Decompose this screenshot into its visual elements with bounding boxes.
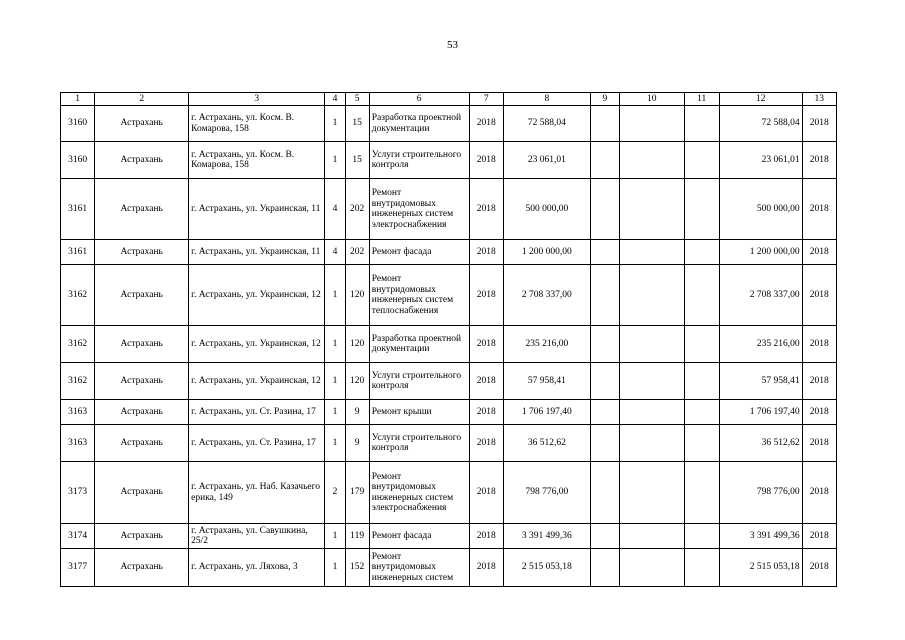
cell-municipality: Астрахань xyxy=(95,363,189,400)
cell-cost-total: 1 706 197,40 xyxy=(503,400,590,425)
cell-house-code: 3163 xyxy=(61,425,95,462)
cell-municipality: Астрахань xyxy=(95,425,189,462)
cell-col-4-value: 2 xyxy=(325,462,345,524)
column-header-12: 12 xyxy=(719,93,802,106)
cell-cost-fund: 235 216,00 xyxy=(719,326,802,363)
cell-col-4-value: 1 xyxy=(325,142,345,179)
column-header-4: 4 xyxy=(325,93,345,106)
cell-municipality: Астрахань xyxy=(95,326,189,363)
cell-year: 2018 xyxy=(469,425,503,462)
cell-col-10-value xyxy=(619,265,684,326)
cell-col-9-value xyxy=(590,106,619,142)
cell-cost-total: 3 391 499,36 xyxy=(503,524,590,549)
cell-year: 2018 xyxy=(469,462,503,524)
cell-col-10-value xyxy=(619,462,684,524)
cell-col-4-value: 1 xyxy=(325,265,345,326)
cell-col-10-value xyxy=(619,524,684,549)
cell-work-type: Услуги строительного контроля xyxy=(369,363,469,400)
cell-completion-year: 2018 xyxy=(802,240,836,265)
cell-col-9-value xyxy=(590,524,619,549)
cell-completion-year: 2018 xyxy=(802,425,836,462)
column-header-3: 3 xyxy=(189,93,325,106)
cell-work-type: Ремонт внутридомовых инженерных систем электроснабжения xyxy=(369,462,469,524)
cell-col-11-value xyxy=(684,179,719,240)
cell-completion-year: 2018 xyxy=(802,326,836,363)
cell-address: г. Астрахань, ул. Косм. В. Комарова, 158 xyxy=(189,106,325,142)
column-header-2: 2 xyxy=(95,93,189,106)
cell-year: 2018 xyxy=(469,549,503,587)
cell-col-9-value xyxy=(590,142,619,179)
cell-col-5-value: 202 xyxy=(345,179,369,240)
cell-cost-total: 235 216,00 xyxy=(503,326,590,363)
cell-col-4-value: 1 xyxy=(325,363,345,400)
cell-col-5-value: 179 xyxy=(345,462,369,524)
table-row xyxy=(61,524,837,549)
cell-completion-year: 2018 xyxy=(802,400,836,425)
cell-cost-fund: 57 958,41 xyxy=(719,363,802,400)
cell-cost-fund: 72 588,04 xyxy=(719,106,802,142)
cell-col-11-value xyxy=(684,265,719,326)
table-body xyxy=(61,106,837,587)
table-row xyxy=(61,549,837,587)
cell-cost-total: 36 512,62 xyxy=(503,425,590,462)
cell-col-9-value xyxy=(590,179,619,240)
cell-municipality: Астрахань xyxy=(95,142,189,179)
cell-completion-year: 2018 xyxy=(802,363,836,400)
cell-completion-year: 2018 xyxy=(802,142,836,179)
cell-address: г. Астрахань, ул. Косм. В. Комарова, 158 xyxy=(189,142,325,179)
cell-cost-fund: 36 512,62 xyxy=(719,425,802,462)
cell-address: г. Астрахань, ул. Ляхова, 3 xyxy=(189,549,325,587)
cell-col-9-value xyxy=(590,549,619,587)
cell-col-11-value xyxy=(684,462,719,524)
cell-year: 2018 xyxy=(469,240,503,265)
cell-col-5-value: 120 xyxy=(345,265,369,326)
cell-col-4-value: 4 xyxy=(325,240,345,265)
cell-year: 2018 xyxy=(469,106,503,142)
cell-cost-total: 2 515 053,18 xyxy=(503,549,590,587)
cell-col-11-value xyxy=(684,425,719,462)
cell-work-type: Ремонт внутридомовых инженерных систем электроснабжения xyxy=(369,179,469,240)
cell-col-9-value xyxy=(590,265,619,326)
cell-work-type: Разработка проектной документации xyxy=(369,106,469,142)
cell-work-type: Ремонт крыши xyxy=(369,400,469,425)
cell-col-10-value xyxy=(619,142,684,179)
cell-completion-year: 2018 xyxy=(802,265,836,326)
cell-cost-total: 23 061,01 xyxy=(503,142,590,179)
cell-address: г. Астрахань, ул. Наб. Казачьего ерика, 149 xyxy=(189,462,325,524)
cell-col-5-value: 15 xyxy=(345,142,369,179)
cell-cost-fund: 2 708 337,00 xyxy=(719,265,802,326)
cell-house-code: 3177 xyxy=(61,549,95,587)
cell-work-type: Ремонт внутридомовых инженерных систем теплоснабжения xyxy=(369,265,469,326)
cell-municipality: Астрахань xyxy=(95,179,189,240)
cell-col-4-value: 1 xyxy=(325,326,345,363)
cell-municipality: Астрахань xyxy=(95,524,189,549)
cell-municipality: Астрахань xyxy=(95,240,189,265)
cell-col-9-value xyxy=(590,240,619,265)
table-row xyxy=(61,106,837,142)
cell-col-11-value xyxy=(684,326,719,363)
cell-house-code: 3174 xyxy=(61,524,95,549)
cell-house-code: 3162 xyxy=(61,326,95,363)
cell-address: г. Астрахань, ул. Украинская, 12 xyxy=(189,363,325,400)
cell-col-5-value: 152 xyxy=(345,549,369,587)
cell-cost-total: 500 000,00 xyxy=(503,179,590,240)
cell-address: г. Астрахань, ул. Ст. Разина, 17 xyxy=(189,400,325,425)
cell-col-5-value: 9 xyxy=(345,425,369,462)
cell-municipality: Астрахань xyxy=(95,400,189,425)
cell-house-code: 3162 xyxy=(61,265,95,326)
cell-col-9-value xyxy=(590,425,619,462)
cell-col-10-value xyxy=(619,179,684,240)
cell-col-10-value xyxy=(619,240,684,265)
cell-col-9-value xyxy=(590,363,619,400)
table-row xyxy=(61,425,837,462)
cell-col-5-value: 15 xyxy=(345,106,369,142)
cell-work-type: Разработка проектной документации xyxy=(369,326,469,363)
cell-col-9-value xyxy=(590,326,619,363)
cell-address: г. Астрахань, ул. Украинская, 11 xyxy=(189,179,325,240)
cell-col-5-value: 120 xyxy=(345,326,369,363)
cell-house-code: 3161 xyxy=(61,240,95,265)
cell-cost-total: 798 776,00 xyxy=(503,462,590,524)
cell-col-11-value xyxy=(684,400,719,425)
cell-cost-fund: 2 515 053,18 xyxy=(719,549,802,587)
cell-work-type: Ремонт фасада xyxy=(369,240,469,265)
cell-house-code: 3161 xyxy=(61,179,95,240)
cell-col-11-value xyxy=(684,549,719,587)
column-header-8: 8 xyxy=(503,93,590,106)
cell-col-10-value xyxy=(619,363,684,400)
cell-cost-total: 1 200 000,00 xyxy=(503,240,590,265)
cell-completion-year: 2018 xyxy=(802,462,836,524)
cell-year: 2018 xyxy=(469,524,503,549)
cell-house-code: 3173 xyxy=(61,462,95,524)
cell-house-code: 3160 xyxy=(61,142,95,179)
cell-col-11-value xyxy=(684,142,719,179)
cell-house-code: 3160 xyxy=(61,106,95,142)
cell-work-type: Ремонт фасада xyxy=(369,524,469,549)
table-row xyxy=(61,240,837,265)
cell-col-10-value xyxy=(619,549,684,587)
cell-house-code: 3163 xyxy=(61,400,95,425)
table-row xyxy=(61,326,837,363)
cell-col-4-value: 1 xyxy=(325,524,345,549)
cell-work-type: Услуги строительного контроля xyxy=(369,142,469,179)
cell-work-type: Ремонт внутридомовых инженерных систем xyxy=(369,549,469,587)
cell-col-9-value xyxy=(590,400,619,425)
cell-col-9-value xyxy=(590,462,619,524)
cell-col-5-value: 119 xyxy=(345,524,369,549)
cell-cost-fund: 798 776,00 xyxy=(719,462,802,524)
cell-address: г. Астрахань, ул. Украинская, 12 xyxy=(189,265,325,326)
cell-col-4-value: 4 xyxy=(325,179,345,240)
cell-col-11-value xyxy=(684,524,719,549)
cell-col-10-value xyxy=(619,326,684,363)
cell-work-type: Услуги строительного контроля xyxy=(369,425,469,462)
cell-house-code: 3162 xyxy=(61,363,95,400)
cell-col-4-value: 1 xyxy=(325,425,345,462)
cell-year: 2018 xyxy=(469,363,503,400)
cell-completion-year: 2018 xyxy=(802,179,836,240)
cell-municipality: Астрахань xyxy=(95,265,189,326)
cell-municipality: Астрахань xyxy=(95,549,189,587)
cell-col-10-value xyxy=(619,400,684,425)
cell-col-4-value: 1 xyxy=(325,549,345,587)
column-header-11: 11 xyxy=(684,93,719,106)
cell-completion-year: 2018 xyxy=(802,524,836,549)
cell-year: 2018 xyxy=(469,142,503,179)
column-header-13: 13 xyxy=(802,93,836,106)
cell-col-5-value: 120 xyxy=(345,363,369,400)
cell-col-11-value xyxy=(684,106,719,142)
cell-municipality: Астрахань xyxy=(95,106,189,142)
table-row xyxy=(61,400,837,425)
cell-municipality: Астрахань xyxy=(95,462,189,524)
cell-cost-total: 57 958,41 xyxy=(503,363,590,400)
cell-completion-year: 2018 xyxy=(802,106,836,142)
cell-year: 2018 xyxy=(469,265,503,326)
cell-cost-fund: 23 061,01 xyxy=(719,142,802,179)
cell-address: г. Астрахань, ул. Украинская, 12 xyxy=(189,326,325,363)
table-row xyxy=(61,179,837,240)
cell-year: 2018 xyxy=(469,326,503,363)
cell-year: 2018 xyxy=(469,400,503,425)
cell-col-4-value: 1 xyxy=(325,400,345,425)
column-header-1: 1 xyxy=(61,93,95,106)
cell-col-10-value xyxy=(619,106,684,142)
table-row xyxy=(61,265,837,326)
table-row xyxy=(61,142,837,179)
cell-cost-fund: 3 391 499,36 xyxy=(719,524,802,549)
column-header-9: 9 xyxy=(590,93,619,106)
cell-address: г. Астрахань, ул. Савушкина, 25/2 xyxy=(189,524,325,549)
cell-col-11-value xyxy=(684,363,719,400)
column-header-7: 7 xyxy=(469,93,503,106)
cell-col-11-value xyxy=(684,240,719,265)
cell-cost-fund: 1 706 197,40 xyxy=(719,400,802,425)
cell-col-10-value xyxy=(619,425,684,462)
column-header-5: 5 xyxy=(345,93,369,106)
cell-cost-total: 2 708 337,00 xyxy=(503,265,590,326)
cell-address: г. Астрахань, ул. Украинская, 11 xyxy=(189,240,325,265)
cell-col-5-value: 9 xyxy=(345,400,369,425)
cell-cost-total: 72 588,04 xyxy=(503,106,590,142)
cell-address: г. Астрахань, ул. Ст. Разина, 17 xyxy=(189,425,325,462)
table-row xyxy=(61,462,837,524)
column-header-10: 10 xyxy=(619,93,684,106)
cell-year: 2018 xyxy=(469,179,503,240)
table-row xyxy=(61,363,837,400)
column-number-row xyxy=(61,93,837,106)
cell-completion-year: 2018 xyxy=(802,549,836,587)
column-header-6: 6 xyxy=(369,93,469,106)
cell-cost-fund: 1 200 000,00 xyxy=(719,240,802,265)
page-number: 53 xyxy=(447,39,458,51)
cell-cost-fund: 500 000,00 xyxy=(719,179,802,240)
register-table xyxy=(60,92,837,587)
cell-col-5-value: 202 xyxy=(345,240,369,265)
cell-col-4-value: 1 xyxy=(325,106,345,142)
